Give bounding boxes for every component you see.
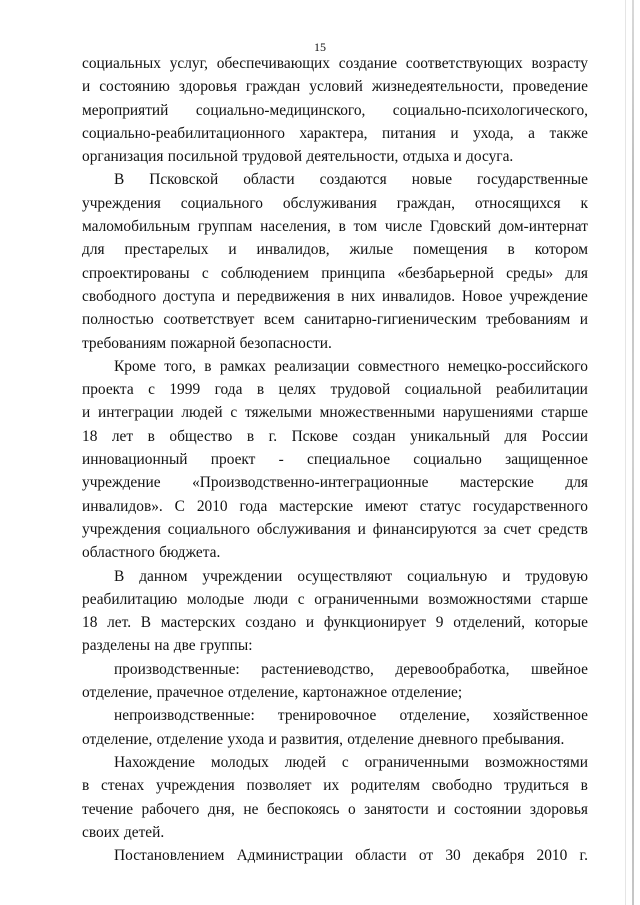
paragraph [82,844,588,867]
paragraph [82,565,588,658]
text-line: реабилитацию молодые люди с ограниченными возможностями старше [82,590,588,608]
text-line: проекта с 1999 года в целях трудовой социальной реабилитации [82,381,588,399]
text-line: 18 лет в общество в г. Пскове создан уникальный для России [82,427,588,445]
text-line: социально-реабилитационного характера, питания и ухода, а также [82,124,588,142]
text-line: свободного доступа и передвижения в них инвалидов. Новое учреждение [82,287,588,305]
text-line: и состоянию здоровья граждан условий жизнедеятельности, проведение [82,78,588,96]
scan-edge-line [625,0,626,905]
text-line: разделены на две группы: [82,637,253,655]
text-line: В Псковской области создаются новые государственные [114,171,588,189]
scan-edge-shadow [632,0,634,905]
text-line: учреждение «Производственно-интеграционные мастерские для [82,474,588,492]
document-body [82,52,588,867]
text-line: полностью соответствует всем санитарно-гигиеническим требованиям и [82,311,588,329]
paragraph [82,751,588,844]
text-line: непроизводственные: тренировочное отделение, хозяйственное [114,707,588,725]
text-line: своих детей. [82,823,165,841]
text-line: областного бюджета. [82,544,221,562]
paragraph [82,704,588,751]
text-line: Нахождение молодых людей с ограниченными возможностями [114,753,588,771]
text-line: учреждения социального обслуживания и финансируются за счет средств [82,520,588,538]
text-line: отделение, прачечное отделение, картонажное отделение; [82,684,463,702]
text-line: маломобильным группам населения, в том числе Гдовский дом-интернат [82,218,588,236]
text-line: течение рабочего дня, не беспокоясь о занятости и состоянии здоровья [82,800,588,818]
text-line: В данном учреждении осуществляют социальную и трудовую [114,567,588,585]
text-line: инновационный проект - специальное социально защищенное [82,451,588,469]
paragraph [82,52,588,168]
text-line: спроектированы с соблюдением принципа «безбарьерной среды» для [82,264,588,282]
text-line: 18 лет. В мастерских создано и функционирует 9 отделений, которые [82,614,588,632]
text-line: мероприятий социально-медицинского, социально-психологического, [82,101,588,119]
text-line: учреждения социального обслуживания граждан, относящихся к [82,194,588,212]
paragraph [82,355,588,565]
paragraph [82,168,588,354]
text-line: Постановлением Администрации области от 30 декабря 2010 г. [114,847,588,865]
page-number: 15 [314,40,326,54]
text-line: для престарелых и инвалидов, жилые помещения в котором [82,241,588,259]
text-line: в стенах учреждения позволяет их родителям свободно трудиться в [82,777,588,795]
paragraph [82,658,588,705]
text-line: социальных услуг, обеспечивающих создание соответствующих возрасту [82,55,588,72]
text-line: отделение, отделение ухода и развития, отделение дневного пребывания. [82,730,565,748]
text-line: Кроме того, в рамках реализации совместного немецко-российского [114,357,588,375]
text-line: инвалидов». С 2010 года мастерские имеют статус государственного [82,497,588,515]
text-line: и интеграции людей с тяжелыми множественными нарушениями старше [82,404,588,422]
text-line: требованиям пожарной безопасности. [82,334,332,352]
text-line: производственные: растениеводство, деревообработка, швейное [114,660,588,678]
text-line: организация посильной трудовой деятельности, отдыха и досуга. [82,148,514,166]
